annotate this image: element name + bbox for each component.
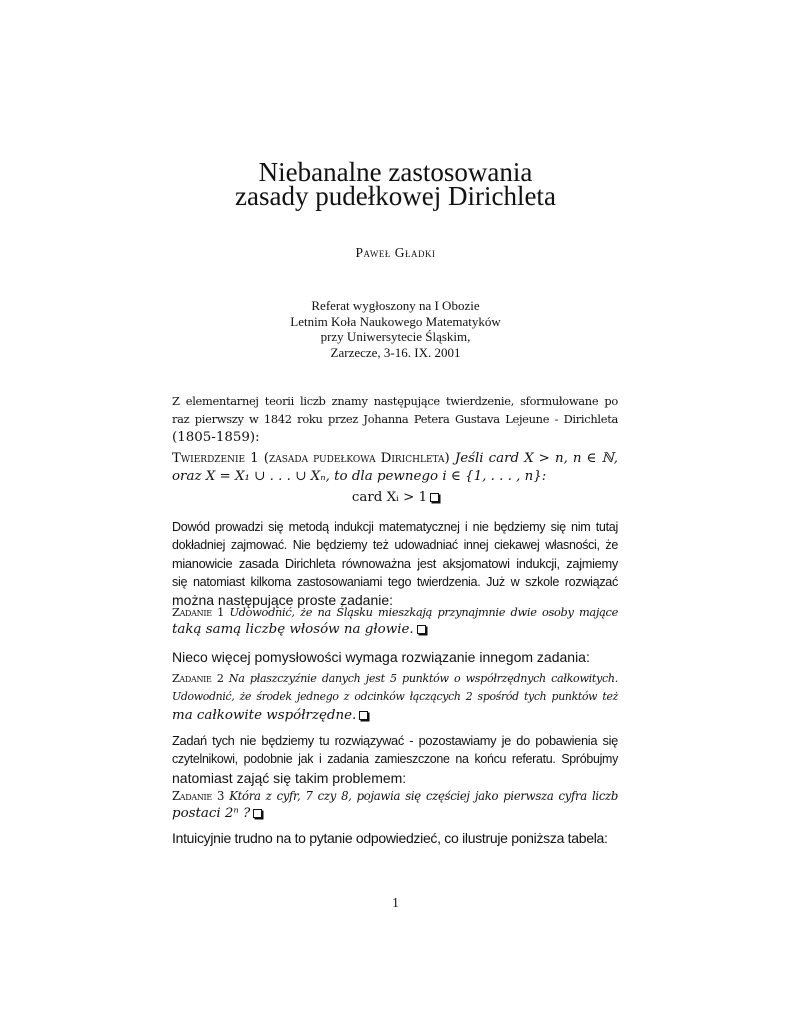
paragraph-line: dokładniej zajmować. Nie będziemy też udowadniać innej ciekawej własności, że: [172, 538, 618, 553]
author-name: Paweł Gładki: [355, 245, 436, 260]
paragraph-line: raz pierwszy w 1842 roku przez Johanna Petera Gustava Lejeune - Dirichleta: [172, 412, 618, 427]
paragraph-line: Nieco więcej pomysłowości wymaga rozwiązanie innegom zadania:: [172, 649, 590, 665]
paragraph-line: Zadań tych nie będziemy tu rozwiązywać - pozostawiamy je do pobawienia się: [172, 733, 618, 748]
paragraph-line: natomiast zająć się takim problemem:: [172, 769, 407, 786]
task-line: [172, 787, 618, 805]
theorem-statement: Jeśli card X > n, n ∈ ℕ,: [454, 451, 618, 466]
theorem-formula: [0, 490, 791, 505]
paragraph-line: Dowód prowadzi się metodą indukcji matematycznej i nie będziemy się nim tutaj: [172, 520, 618, 534]
affiliation-line: Letnim Koła Naukowego Matematyków: [290, 313, 501, 329]
task-line: [172, 603, 618, 621]
paragraph-line: czytelnikowi, podobnie jak i zadania zamieszczone na końcu referatu. Spróbujmy: [172, 752, 618, 767]
task-line: [172, 805, 618, 823]
theorem-heading: Twierdzenie 1: [172, 451, 259, 466]
paragraph-line: można następujące proste zadanie:: [172, 592, 394, 609]
affiliation-line: Zarzecze, 3-16. IX. 2001: [330, 344, 461, 360]
theorem-line-1: [172, 450, 618, 468]
affiliation-line: przy Uniwersytecie Śląskim,: [320, 329, 471, 344]
intro-paragraph: [172, 392, 618, 447]
theorem-name: (zasada pudełkowa Dirichleta): [263, 451, 450, 466]
task-line: [172, 621, 618, 639]
task-heading: Zadanie 3: [172, 789, 225, 803]
paragraph-line: mianowicie zasada Dirichleta równoważna jest aksjomatowi indukcji, zajmiemy: [172, 555, 618, 571]
qed-square-icon: [430, 493, 439, 502]
task-heading: Zadanie 2: [172, 672, 224, 685]
proof-paragraph: [172, 518, 618, 609]
task-1: [172, 603, 618, 640]
theorem-1: [172, 450, 618, 487]
task-line: [172, 707, 618, 725]
task-line: [172, 670, 618, 688]
qed-square-icon: [359, 711, 368, 720]
task-text: Na płaszczyźnie danych jest 5 punktów o współrzędnych całkowitych.: [228, 672, 618, 685]
task-text: ma całkowite współrzędne.: [172, 707, 357, 723]
task-3: [172, 787, 618, 824]
task-text: postaci 2ⁿ ?: [172, 806, 251, 822]
task-text: Udowodnić, że na Śląsku mieszkają przynajmnie dwie osoby mające: [229, 605, 618, 619]
paragraph-line: (1805-1859):: [172, 429, 260, 445]
theorem-line-2: oraz X = X₁ ∪ . . . ∪ Xₙ, to dla pewnego i ∈ {1, . . . , n}:: [172, 469, 547, 485]
paragraph-line: Intuicyjnie trudno na to pytanie odpowiedzieć, co ilustruje poniższa tabela:: [172, 830, 608, 846]
task-text: taką samą liczbę włosów na głowie.: [172, 622, 414, 638]
title-line-1: Niebanalne zastosowania: [258, 157, 533, 187]
qed-square-icon: [417, 625, 426, 634]
formula-text: card Xᵢ > 1: [351, 490, 428, 505]
title-line-2: zasady pudełkowej Dirichleta: [235, 181, 556, 211]
paragraph-line: się natomiast kilkoma zastosowaniami tego twierdzenia. Już w szkole rozwiązać: [172, 574, 618, 589]
page-number: 1: [392, 895, 399, 910]
task-heading: Zadanie 1: [172, 605, 225, 619]
paragraph-line: Z elementarnej teorii liczb znamy następujące twierdzenie, sformułowane po: [172, 394, 618, 408]
affiliation-line: Referat wygłoszony na I Obozie: [311, 298, 480, 313]
affiliation: [0, 298, 791, 360]
tasks-paragraph: [172, 732, 618, 787]
task-text: Która z cyfr, 7 czy 8, pojawia się częściej jako pierwsza cyfra liczb: [229, 789, 618, 803]
qed-square-icon: [253, 809, 262, 818]
intuition-paragraph: [172, 829, 618, 847]
task-2: [172, 670, 618, 725]
task-line: Udowodnić, że środek jednego z odcinków łączących 2 spośród tych punktów też: [172, 690, 618, 704]
note-paragraph: [172, 648, 618, 666]
